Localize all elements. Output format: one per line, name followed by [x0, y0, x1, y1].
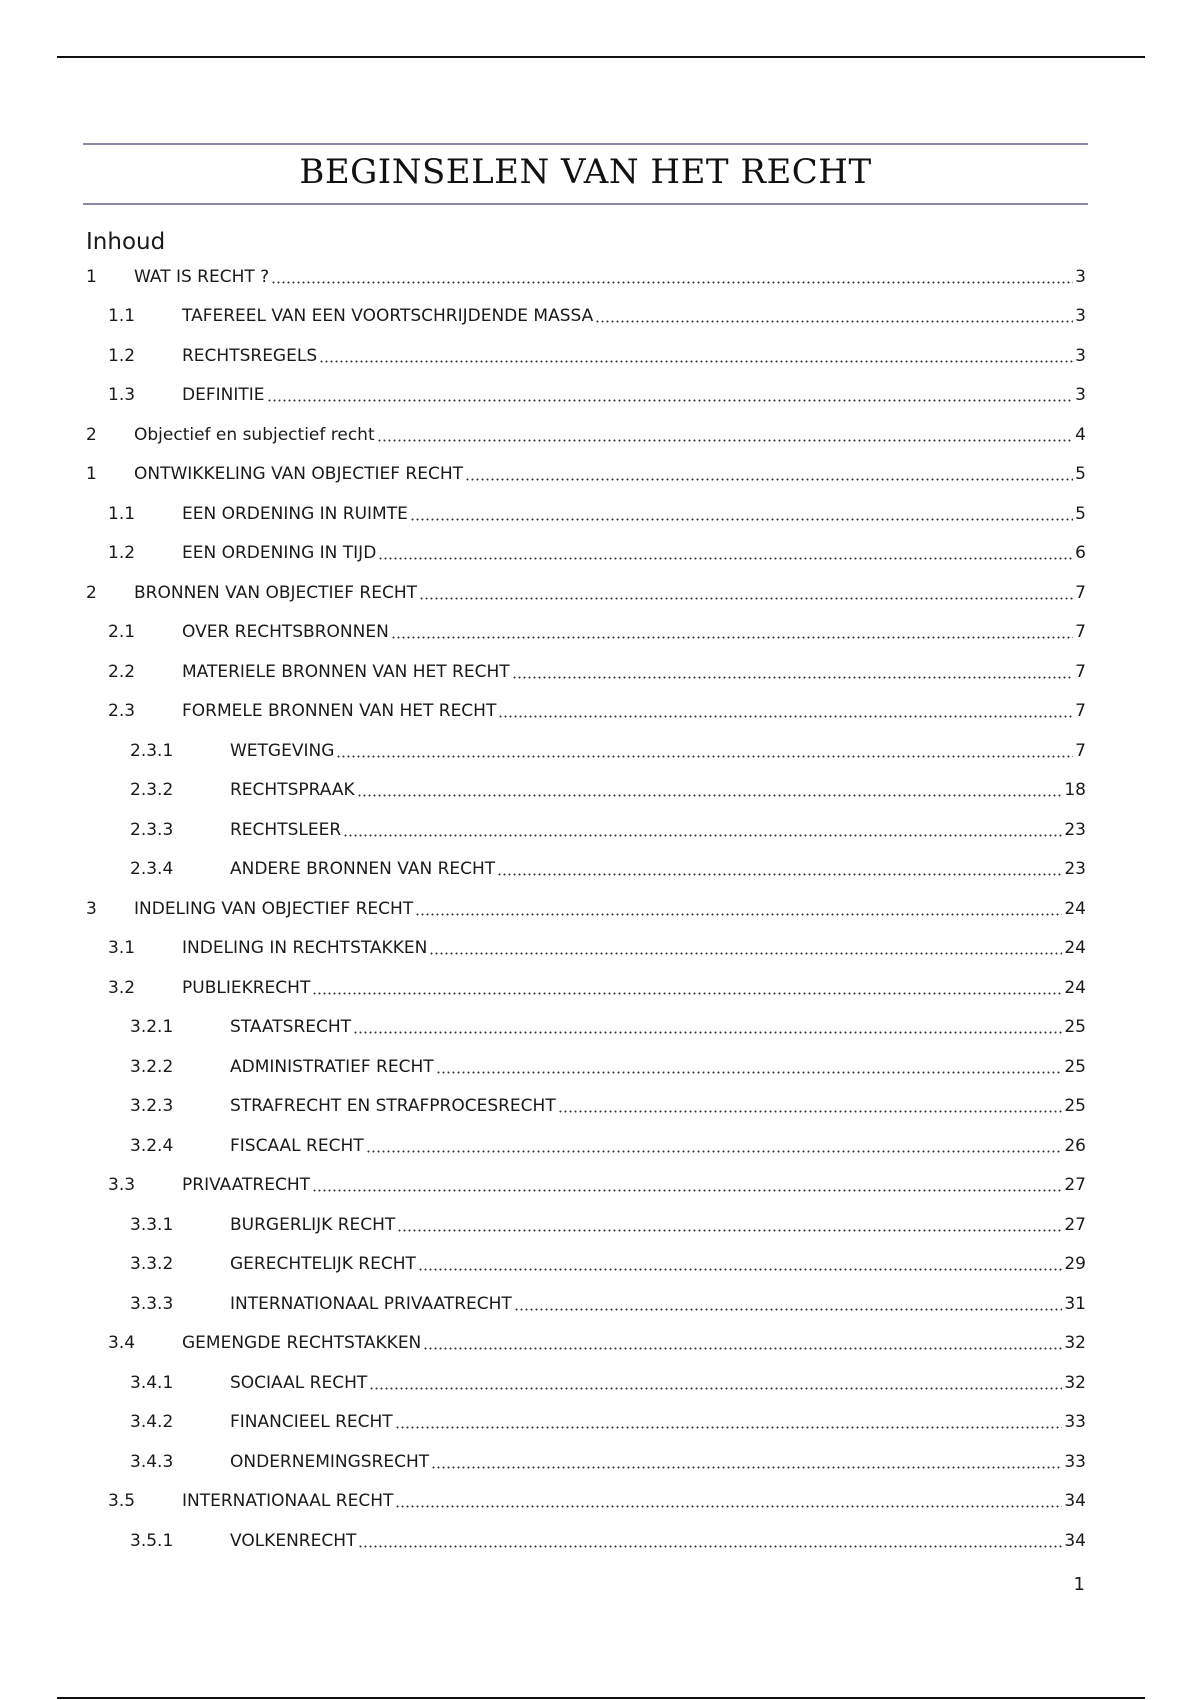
toc-entry-number: 3.3.1 [130, 1214, 174, 1235]
toc-dot-leader [366, 1139, 1063, 1153]
toc-entry[interactable] [86, 1442, 1086, 1482]
toc-entry-label: BURGERLIJK RECHT [230, 1214, 396, 1235]
toc-entry[interactable] [86, 1521, 1086, 1561]
toc-entry-label: RECHTSREGELS [182, 345, 318, 366]
toc-entry-label: VOLKENRECHT [230, 1530, 357, 1551]
toc-entry-number: 3.4.3 [130, 1451, 174, 1472]
toc-dot-leader [429, 941, 1062, 955]
toc-entry-number: 2.2 [108, 661, 136, 682]
toc-entry-page: 32 [1064, 1333, 1086, 1354]
toc-entry-number: 3.2.3 [130, 1096, 174, 1117]
toc-entry-label: INTERNATIONAAL RECHT [182, 1491, 394, 1512]
toc-entry-page: 34 [1064, 1491, 1086, 1512]
toc-entry[interactable] [86, 929, 1086, 969]
toc-entry[interactable] [86, 613, 1086, 653]
toc-entry-label: ADMINISTRATIEF RECHT [230, 1056, 434, 1077]
toc-entry-label: GEMENGDE RECHTSTAKKEN [182, 1333, 422, 1354]
toc-dot-leader [465, 467, 1073, 481]
toc-entry-page: 34 [1064, 1530, 1086, 1551]
toc-entry-page: 7 [1075, 622, 1086, 643]
toc-entry-page: 24 [1064, 977, 1086, 998]
toc-entry[interactable] [86, 494, 1086, 534]
toc-entry-page: 7 [1075, 661, 1086, 682]
toc-entry-number: 3.5.1 [130, 1530, 174, 1551]
toc-dot-leader [312, 981, 1062, 995]
toc-entry-label: FORMELE BRONNEN VAN HET RECHT [182, 701, 497, 722]
toc-entry[interactable] [86, 1324, 1086, 1364]
title-block [83, 143, 1088, 205]
toc-entry[interactable] [86, 573, 1086, 613]
toc-entry-number: 3.4 [108, 1333, 136, 1354]
toc-dot-leader [514, 1297, 1063, 1311]
toc-entry[interactable] [86, 1166, 1086, 1206]
toc-entry-label: WAT IS RECHT ? [134, 266, 270, 287]
toc-entry[interactable] [86, 968, 1086, 1008]
toc-dot-leader [419, 586, 1073, 600]
toc-entry-page: 27 [1064, 1175, 1086, 1196]
toc-entry-page: 23 [1064, 859, 1086, 880]
toc-dot-leader [358, 1534, 1062, 1548]
toc-entry-page: 3 [1075, 385, 1086, 406]
toc-entry-label: EEN ORDENING IN RUIMTE [182, 503, 408, 524]
toc-dot-leader [418, 1257, 1062, 1271]
toc-entry-label: INTERNATIONAAL PRIVAATRECHT [230, 1293, 512, 1314]
toc-dot-leader [353, 1020, 1062, 1034]
toc-entry-page: 5 [1075, 503, 1086, 524]
toc-entry-number: 3.3.2 [130, 1254, 174, 1275]
toc-entry-label: FINANCIEEL RECHT [230, 1412, 393, 1433]
toc-entry-number: 3.1 [108, 938, 136, 959]
document-title: BEGINSELEN VAN HET RECHT [299, 152, 872, 192]
toc-entry-page: 32 [1064, 1372, 1086, 1393]
toc-entry-number: 3.5 [108, 1491, 136, 1512]
toc-dot-leader [395, 1415, 1063, 1429]
toc-entry-number: 3 [86, 898, 97, 919]
toc-entry-number: 3.3.3 [130, 1293, 174, 1314]
toc-entry-number: 2.1 [108, 622, 136, 643]
toc-entry-page: 5 [1075, 464, 1086, 485]
toc-entry-page: 7 [1075, 740, 1086, 761]
toc-dot-leader [391, 625, 1073, 639]
toc-entry-number: 3.2.1 [130, 1017, 174, 1038]
toc-dot-leader [397, 1218, 1062, 1232]
toc-dot-leader [343, 823, 1062, 837]
toc-entry-label: PUBLIEKRECHT [182, 977, 311, 998]
toc-entry[interactable] [86, 652, 1086, 692]
toc-entry-label: ONTWIKKELING VAN OBJECTIEF RECHT [134, 464, 463, 485]
toc-entry-label: GERECHTELIJK RECHT [230, 1254, 416, 1275]
toc-entry-label: ANDERE BRONNEN VAN RECHT [230, 859, 496, 880]
toc-entry-page: 23 [1064, 819, 1086, 840]
toc-dot-leader [271, 270, 1073, 284]
toc-entry-page: 24 [1064, 938, 1086, 959]
toc-entry-number: 3.3 [108, 1175, 136, 1196]
toc-entry[interactable] [86, 771, 1086, 811]
toc-dot-leader [319, 349, 1073, 363]
toc-entry-number: 3.4.2 [130, 1412, 174, 1433]
toc-entry-number: 2.3.1 [130, 740, 174, 761]
toc-entry-number: 1.1 [108, 306, 136, 327]
toc-entry-page: 29 [1064, 1254, 1086, 1275]
toc-entry[interactable] [86, 1205, 1086, 1245]
toc-dot-leader [436, 1060, 1063, 1074]
toc-entry-page: 25 [1064, 1017, 1086, 1038]
toc-dot-leader [357, 783, 1063, 797]
toc-entry[interactable] [86, 415, 1086, 455]
toc-dot-leader [512, 665, 1074, 679]
toc-entry-page: 25 [1064, 1096, 1086, 1117]
toc-entry-number: 2.3.2 [130, 780, 174, 801]
toc-entry[interactable] [86, 1482, 1086, 1522]
toc-entry[interactable] [86, 455, 1086, 495]
toc-entry-page: 6 [1075, 543, 1086, 564]
toc-dot-leader [415, 902, 1062, 916]
toc-entry-label: OVER RECHTSBRONNEN [182, 622, 389, 643]
toc-entry-page: 26 [1064, 1135, 1086, 1156]
toc-entry-label: EEN ORDENING IN TIJD [182, 543, 377, 564]
toc-entry-number: 1.2 [108, 543, 136, 564]
toc-dot-leader [498, 704, 1073, 718]
toc-entry[interactable] [86, 1245, 1086, 1285]
toc-entry-label: Objectief en subjectief recht [134, 424, 375, 445]
toc-entry-label: RECHTSPRAAK [230, 780, 355, 801]
toc-entry-number: 3.2.2 [130, 1056, 174, 1077]
toc-entry-number: 2 [86, 582, 97, 603]
toc-entry-label: MATERIELE BRONNEN VAN HET RECHT [182, 661, 510, 682]
toc-dot-leader [312, 1178, 1062, 1192]
page-number: 1 [1073, 1574, 1085, 1595]
toc-entry[interactable] [86, 376, 1086, 416]
toc-entry-label: RECHTSLEER [230, 819, 342, 840]
toc-dot-leader [410, 507, 1073, 521]
toc-entry-page: 7 [1075, 701, 1086, 722]
toc-entry-label: SOCIAAL RECHT [230, 1372, 368, 1393]
toc-entry-page: 3 [1075, 306, 1086, 327]
toc-entry-page: 4 [1075, 424, 1086, 445]
toc-entry-page: 27 [1064, 1214, 1086, 1235]
toc-entry[interactable] [86, 534, 1086, 574]
toc-dot-leader [595, 309, 1073, 323]
toc-entry-page: 3 [1075, 266, 1086, 287]
toc-entry-label: STAATSRECHT [230, 1017, 352, 1038]
toc-entry-number: 2 [86, 424, 97, 445]
toc-entry[interactable] [86, 850, 1086, 890]
page-bottom-rule [57, 1697, 1145, 1699]
toc-dot-leader [267, 388, 1074, 402]
toc-entry-label: PRIVAATRECHT [182, 1175, 311, 1196]
toc-entry[interactable] [86, 889, 1086, 929]
toc-dot-leader [497, 862, 1062, 876]
toc-entry-number: 1.3 [108, 385, 136, 406]
toc-entry[interactable] [86, 1126, 1086, 1166]
toc-entry[interactable] [86, 692, 1086, 732]
toc-entry-label: BRONNEN VAN OBJECTIEF RECHT [134, 582, 418, 603]
toc-entry-label: FISCAAL RECHT [230, 1135, 364, 1156]
toc-dot-leader [336, 744, 1073, 758]
toc-entry-page: 31 [1064, 1293, 1086, 1314]
toc-entry-number: 1 [86, 464, 97, 485]
toc-entry-page: 3 [1075, 345, 1086, 366]
toc-entry[interactable] [86, 810, 1086, 850]
toc-entry-label: TAFEREEL VAN EEN VOORTSCHRIJDENDE MASSA [182, 306, 594, 327]
toc-entry-label: INDELING IN RECHTSTAKKEN [182, 938, 428, 959]
toc-entry[interactable] [86, 731, 1086, 771]
toc-dot-leader [369, 1376, 1062, 1390]
toc-dot-leader [378, 546, 1073, 560]
toc-entry-number: 2.3.4 [130, 859, 174, 880]
toc-entry-label: WETGEVING [230, 740, 335, 761]
toc-entry-number: 2.3 [108, 701, 136, 722]
toc-entry-number: 1.1 [108, 503, 136, 524]
toc-entry[interactable] [86, 297, 1086, 337]
toc-dot-leader [395, 1494, 1062, 1508]
toc-dot-leader [558, 1099, 1063, 1113]
toc-entry-page: 33 [1064, 1412, 1086, 1433]
toc-entry-page: 24 [1064, 898, 1086, 919]
toc-dot-leader [377, 428, 1074, 442]
toc-entry-number: 3.2 [108, 977, 136, 998]
toc-entry-page: 7 [1075, 582, 1086, 603]
toc-entry[interactable] [86, 1008, 1086, 1048]
table-of-contents [86, 257, 1086, 1561]
toc-entry-number: 1 [86, 266, 97, 287]
toc-entry[interactable] [86, 1284, 1086, 1324]
toc-entry-label: ONDERNEMINGSRECHT [230, 1451, 430, 1472]
toc-heading: Inhoud [86, 229, 166, 255]
toc-entry[interactable] [86, 1047, 1086, 1087]
toc-entry-number: 2.3.3 [130, 819, 174, 840]
toc-entry[interactable] [86, 1087, 1086, 1127]
toc-entry[interactable] [86, 1403, 1086, 1443]
toc-entry[interactable] [86, 1363, 1086, 1403]
toc-entry-page: 33 [1064, 1451, 1086, 1472]
toc-entry-label: INDELING VAN OBJECTIEF RECHT [134, 898, 414, 919]
toc-entry-number: 1.2 [108, 345, 136, 366]
toc-entry-page: 25 [1064, 1056, 1086, 1077]
toc-entry-page: 18 [1064, 780, 1086, 801]
toc-entry-number: 3.2.4 [130, 1135, 174, 1156]
toc-dot-leader [431, 1455, 1062, 1469]
toc-entry-number: 3.4.1 [130, 1372, 174, 1393]
toc-entry-label: DEFINITIE [182, 385, 265, 406]
page-top-rule [57, 56, 1145, 58]
toc-entry[interactable] [86, 257, 1086, 297]
toc-dot-leader [423, 1336, 1062, 1350]
toc-entry[interactable] [86, 336, 1086, 376]
toc-entry-label: STRAFRECHT EN STRAFPROCESRECHT [230, 1096, 556, 1117]
